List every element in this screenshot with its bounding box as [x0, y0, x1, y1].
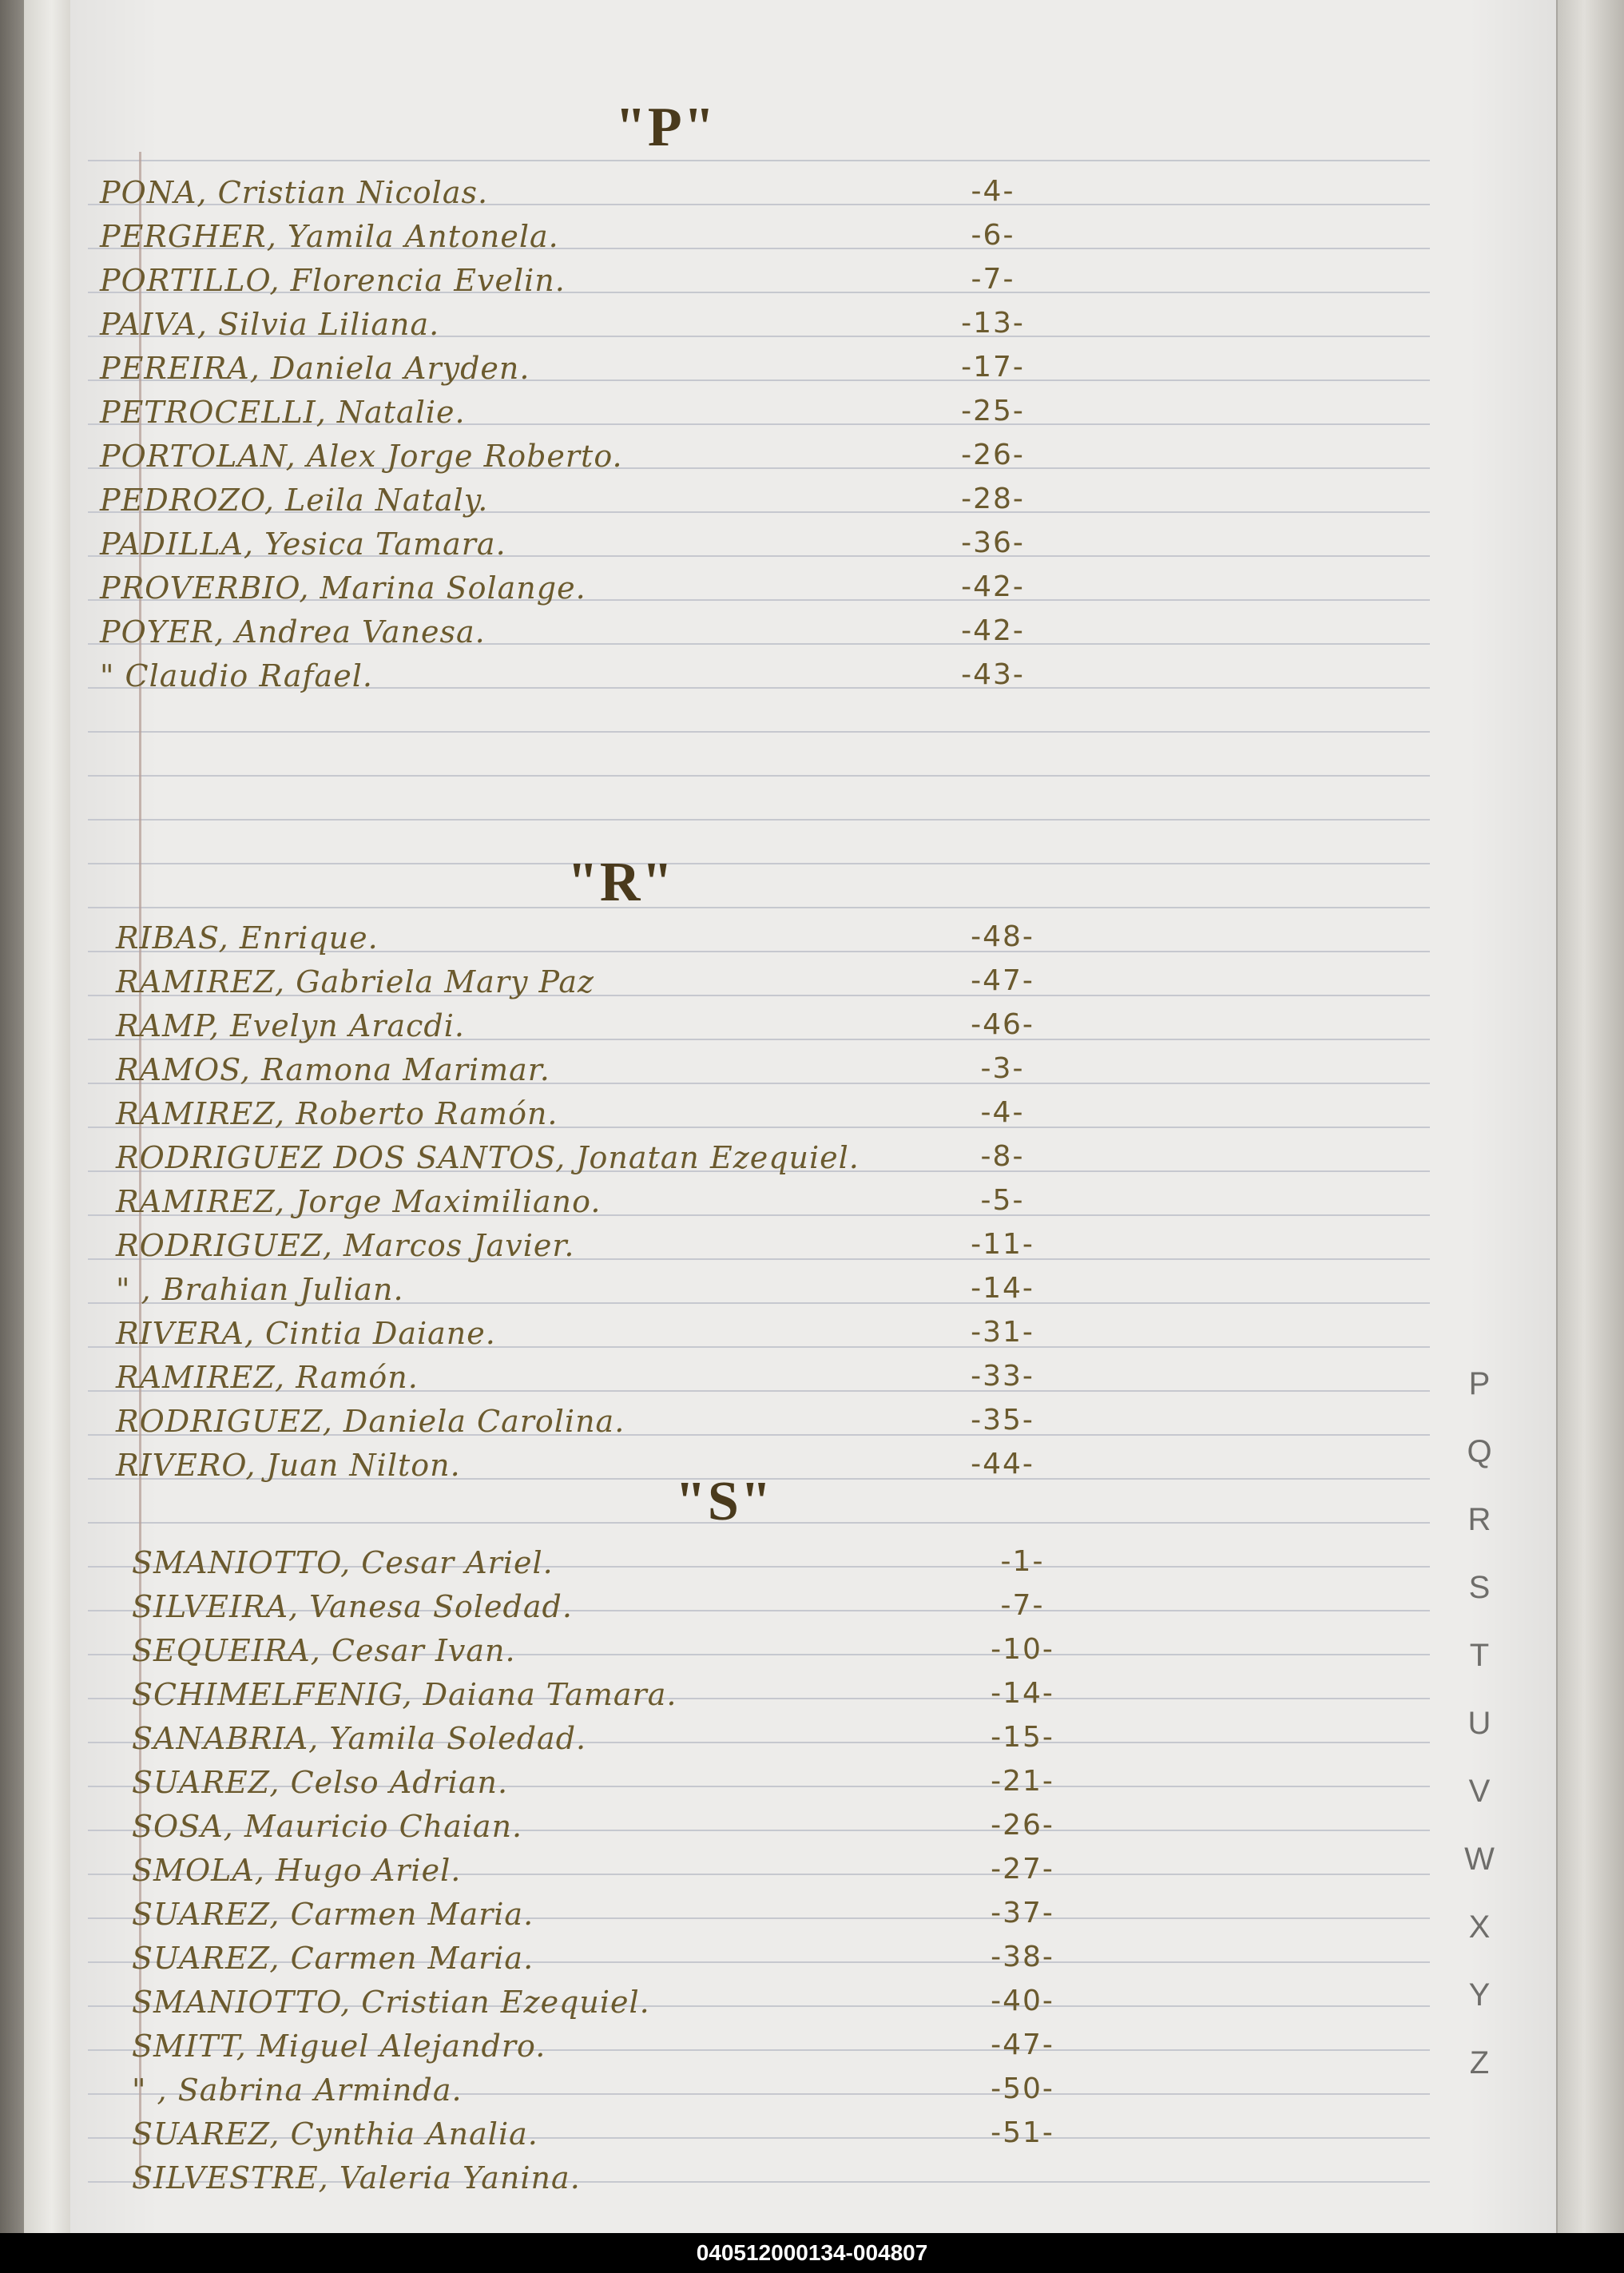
- entry-page-number: -4-: [971, 175, 1015, 208]
- entry-page-number: -26-: [961, 439, 1025, 471]
- entry-name: RIBAS, Enrique.: [116, 920, 379, 956]
- entry-page-number: -4-: [980, 1096, 1025, 1129]
- index-entry: [0, 1586, 1438, 1631]
- entry-page-number: -1-: [1000, 1545, 1045, 1578]
- entry-name: " , Brahian Julian.: [116, 1272, 404, 1307]
- entry-page-number: -7-: [971, 263, 1015, 296]
- entry-name: PEDROZO, Leila Nataly.: [100, 483, 489, 518]
- index-letter-p[interactable]: P: [1468, 1366, 1491, 1401]
- entry-page-number: -5-: [980, 1184, 1025, 1217]
- entry-page-number: -43-: [961, 658, 1025, 691]
- entry-name: RAMIREZ, Roberto Ramón.: [116, 1096, 558, 1131]
- entry-name: RAMIREZ, Gabriela Mary Paz: [116, 964, 595, 999]
- entry-page-number: -3-: [980, 1052, 1025, 1085]
- index-entry: [0, 1762, 1438, 1806]
- section-heading-r: "R": [567, 852, 675, 913]
- section-heading-p: "P": [615, 97, 717, 158]
- entry-page-number: -7-: [1000, 1589, 1045, 1622]
- entry-name: SUAREZ, Carmen Maria.: [132, 1897, 534, 1932]
- entry-page-number: -47-: [971, 964, 1034, 997]
- entry-name: PEREIRA, Daniela Aryden.: [100, 351, 530, 386]
- entry-page-number: -25-: [961, 395, 1025, 427]
- index-entry: [0, 304, 1438, 348]
- index-entry: [0, 1181, 1438, 1226]
- entry-page-number: -48-: [971, 920, 1034, 953]
- index-entry: [0, 523, 1438, 568]
- index-letter-r[interactable]: R: [1467, 1502, 1491, 1537]
- entry-name: SANABRIA, Yamila Soledad.: [132, 1721, 587, 1756]
- index-letter-w[interactable]: W: [1464, 1842, 1495, 1877]
- index-entry: [0, 611, 1438, 656]
- entry-name: POYER, Andrea Vanesa.: [100, 614, 486, 650]
- index-letter-s[interactable]: S: [1468, 1570, 1491, 1605]
- index-entry: [0, 1269, 1438, 1313]
- index-letter-x[interactable]: X: [1468, 1909, 1491, 1945]
- index-entry: [0, 1093, 1438, 1138]
- entry-name: RIVERO, Juan Nilton.: [116, 1448, 461, 1483]
- index-entry: [0, 216, 1438, 260]
- index-entry: [0, 917, 1438, 962]
- entry-name: PERGHER, Yamila Antonela.: [100, 219, 559, 254]
- index-entry: [0, 348, 1438, 392]
- entry-name: SILVESTRE, Valeria Yanina.: [132, 2160, 581, 2196]
- entry-page-number: -11-: [971, 1228, 1034, 1261]
- entry-page-number: -26-: [991, 1809, 1054, 1842]
- entry-name: RAMP, Evelyn Aracdi.: [116, 1008, 465, 1043]
- entry-name: PONA, Cristian Nicolas.: [100, 175, 489, 210]
- entry-name: SEQUEIRA, Cesar Ivan.: [132, 1633, 516, 1668]
- entry-name: RAMOS, Ramona Marimar.: [116, 1052, 550, 1087]
- index-entry: [0, 1981, 1438, 2026]
- index-entry: [0, 1630, 1438, 1675]
- entry-page-number: -47-: [991, 2029, 1054, 2061]
- index-entry: [0, 1718, 1438, 1762]
- index-entry: [0, 1894, 1438, 1938]
- entry-name: RODRIGUEZ, Daniela Carolina.: [116, 1404, 625, 1439]
- index-letter-u[interactable]: U: [1467, 1706, 1491, 1741]
- entry-name: RODRIGUEZ DOS SANTOS, Jonatan Ezequiel.: [116, 1140, 860, 1175]
- ruled-line: [88, 863, 1430, 864]
- entry-page-number: -36-: [961, 527, 1025, 559]
- index-tab-strip: [1558, 0, 1624, 2233]
- index-entry: [0, 1674, 1438, 1719]
- entry-name: SUAREZ, Carmen Maria.: [132, 1941, 534, 1976]
- index-entry: [0, 1357, 1438, 1401]
- entry-page-number: -15-: [991, 1721, 1054, 1754]
- entry-page-number: -17-: [961, 351, 1025, 383]
- entry-name: RAMIREZ, Ramón.: [116, 1360, 419, 1395]
- entry-page-number: -50-: [991, 2072, 1054, 2105]
- index-entry: [0, 2025, 1438, 2070]
- entry-name: PORTILLO, Florencia Evelin.: [100, 263, 566, 298]
- entry-page-number: -42-: [961, 570, 1025, 603]
- document-id-footer: 040512000134-004807: [0, 2233, 1624, 2273]
- index-letter-y[interactable]: Y: [1468, 1977, 1491, 2013]
- entry-name: SMOLA, Hugo Ariel.: [132, 1853, 462, 1888]
- index-entry: [0, 2069, 1438, 2114]
- entry-name: " , Sabrina Arminda.: [132, 2072, 463, 2108]
- entry-page-number: -6-: [971, 219, 1015, 252]
- ruled-line: [88, 731, 1430, 733]
- entry-page-number: -14-: [991, 1677, 1054, 1710]
- index-entry: [0, 1137, 1438, 1182]
- entry-page-number: -13-: [961, 307, 1025, 340]
- entry-page-number: -10-: [991, 1633, 1054, 1666]
- index-entry: [0, 567, 1438, 612]
- entry-name: SILVEIRA, Vanesa Soledad.: [132, 1589, 573, 1624]
- entry-page-number: -14-: [971, 1272, 1034, 1305]
- entry-page-number: -44-: [971, 1448, 1034, 1480]
- ruled-line: [88, 775, 1430, 777]
- index-entry: [0, 172, 1438, 217]
- ruled-line: [88, 819, 1430, 821]
- entry-name: RAMIREZ, Jorge Maximiliano.: [116, 1184, 602, 1219]
- entry-name: PETROCELLI, Natalie.: [100, 395, 466, 430]
- entry-name: SMANIOTTO, Cristian Ezequiel.: [132, 1985, 650, 2020]
- entry-name: PADILLA, Yesica Tamara.: [100, 527, 506, 562]
- entry-page-number: -38-: [991, 1941, 1054, 1973]
- entry-name: SUAREZ, Cynthia Analia.: [132, 2116, 538, 2152]
- ruled-line: [88, 160, 1430, 161]
- entry-name: PROVERBIO, Marina Solange.: [100, 570, 586, 606]
- index-entry: [0, 1850, 1438, 1894]
- index-entry: [0, 260, 1438, 304]
- index-entry: [0, 1225, 1438, 1270]
- section-heading-s: "S": [675, 1471, 773, 1532]
- index-entry: [0, 2157, 1438, 2202]
- entry-name: RODRIGUEZ, Marcos Javier.: [116, 1228, 575, 1263]
- index-entry: [0, 1444, 1438, 1489]
- entry-page-number: -37-: [991, 1897, 1054, 1929]
- entry-page-number: -21-: [991, 1765, 1054, 1798]
- entry-page-number: -8-: [980, 1140, 1025, 1173]
- index-letter-v[interactable]: V: [1468, 1774, 1491, 1809]
- index-entry: [0, 655, 1438, 700]
- entry-name: SMITT, Miguel Alejandro.: [132, 2029, 546, 2064]
- entry-page-number: -33-: [971, 1360, 1034, 1393]
- index-entry: [0, 1005, 1438, 1050]
- index-entry: [0, 961, 1438, 1006]
- index-entry: [0, 1313, 1438, 1357]
- index-entry: [0, 1049, 1438, 1094]
- index-entry: [0, 2113, 1438, 2158]
- index-entry: [0, 1806, 1438, 1850]
- entry-name: RIVERA, Cintia Daiane.: [116, 1316, 496, 1351]
- entry-name: SUAREZ, Celso Adrian.: [132, 1765, 509, 1800]
- entry-name: PORTOLAN, Alex Jorge Roberto.: [100, 439, 623, 474]
- ruled-line: [88, 907, 1430, 908]
- entry-page-number: -42-: [961, 614, 1025, 647]
- index-letter-t[interactable]: T: [1469, 1638, 1490, 1673]
- entry-page-number: -46-: [971, 1008, 1034, 1041]
- index-entry: [0, 479, 1438, 524]
- entry-name: SMANIOTTO, Cesar Ariel.: [132, 1545, 554, 1580]
- entry-name: " Claudio Rafael.: [100, 658, 373, 693]
- entry-name: SOSA, Mauricio Chaian.: [132, 1809, 523, 1844]
- index-entry: [0, 1401, 1438, 1445]
- index-entry: [0, 391, 1438, 436]
- entry-name: SCHIMELFENIG, Daiana Tamara.: [132, 1677, 677, 1712]
- index-entry: [0, 1542, 1438, 1587]
- index-entry: [0, 1937, 1438, 1982]
- entry-page-number: -31-: [971, 1316, 1034, 1349]
- entry-page-number: -28-: [961, 483, 1025, 515]
- entry-page-number: -51-: [991, 2116, 1054, 2149]
- entry-page-number: -40-: [991, 1985, 1054, 2017]
- index-letter-q[interactable]: Q: [1467, 1434, 1492, 1469]
- entry-page-number: -35-: [971, 1404, 1034, 1437]
- entry-name: PAIVA, Silvia Liliana.: [100, 307, 440, 342]
- index-entry: [0, 435, 1438, 480]
- index-letter-z[interactable]: Z: [1469, 2045, 1490, 2080]
- entry-page-number: -27-: [991, 1853, 1054, 1886]
